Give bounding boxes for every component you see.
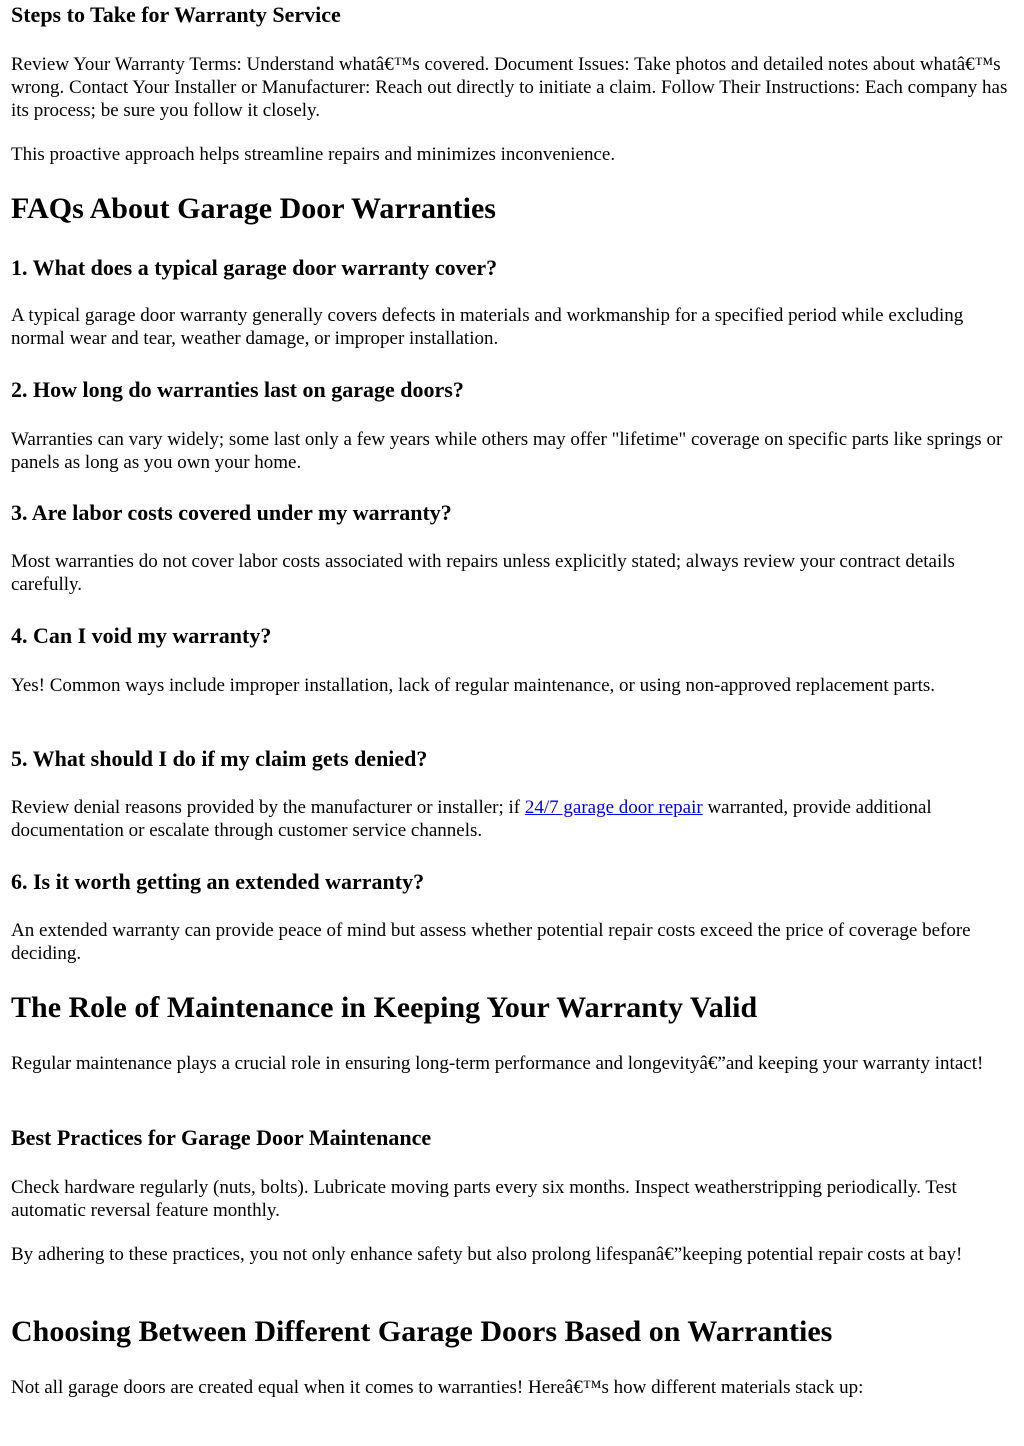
maintenance-subheading: Best Practices for Garage Door Maintenance xyxy=(11,1125,432,1150)
faq-question-2: 2. How long do warranties last on garage doors? xyxy=(11,377,464,402)
faq-answer-3: Most warranties do not cover labor costs associated with repairs unless explicitly stated; always review your contract details carefully. xyxy=(11,551,955,595)
faq-question-5: 5. What should I do if my claim gets denied? xyxy=(11,746,428,771)
steps-heading: Steps to Take for Warranty Service xyxy=(11,2,341,27)
faq-question-6: 6. Is it worth getting an extended warranty? xyxy=(11,869,425,894)
maintenance-intro: Regular maintenance plays a crucial role in ensuring long-term performance and longevityâ€”and keeping your warranty intact! xyxy=(11,1053,984,1074)
faq-question-4: 4. Can I void my warranty? xyxy=(11,623,272,648)
maintenance-paragraph-2: By adhering to these practices, you not only enhance safety but also prolong lifespanâ€”keeping potential repair costs at bay! xyxy=(11,1244,963,1265)
faq-answer-5 xyxy=(11,796,1013,842)
faq-question-1: 1. What does a typical garage door warranty cover? xyxy=(11,255,498,280)
faqs-heading: FAQs About Garage Door Warranties xyxy=(11,192,496,225)
choosing-paragraph: Not all garage doors are created equal when it comes to warranties! Hereâ€™s how different materials stack up: xyxy=(11,1377,864,1398)
faq-answer-5-text-before: Review denial reasons provided by the manufacturer or installer; if xyxy=(11,797,525,818)
faq-answer-1: A typical garage door warranty generally covers defects in materials and workmanship for a specified period while excluding normal wear and tear, weather damage, or improper installation. xyxy=(11,305,964,349)
faq-answer-6: An extended warranty can provide peace of mind but assess whether potential repair costs exceed the price of coverage before deciding. xyxy=(11,920,971,964)
faq-answer-4: Yes! Common ways include improper installation, lack of regular maintenance, or using non-approved replacement parts. xyxy=(11,675,936,696)
steps-paragraph-1: Review Your Warranty Terms: Understand whatâ€™s covered. Document Issues: Take photos and detailed notes about whatâ€™s wrong. Contact Your Installer or Manufacturer: Reach out directly to initiate a claim. Follow Their Instructions: Each company has its process; be sure you follow it closely. xyxy=(11,54,1008,121)
choosing-heading: Choosing Between Different Garage Doors Based on Warranties xyxy=(11,1315,833,1348)
maintenance-paragraph-1: Check hardware regularly (nuts, bolts). Lubricate moving parts every six months. Inspect weatherstripping periodically. Test automatic reversal feature monthly. xyxy=(11,1177,957,1221)
faq-answer-2: Warranties can vary widely; some last only a few years while others may offer "lifetime" coverage on specific parts like springs or panels as long as you own your home. xyxy=(11,429,1003,473)
faq-question-3: 3. Are labor costs covered under my warranty? xyxy=(11,500,452,525)
faq-answer-5-text-after: warranted, provide additional documentation or escalate through customer service channels. xyxy=(11,797,932,841)
maintenance-heading: The Role of Maintenance in Keeping Your Warranty Valid xyxy=(11,991,758,1024)
garage-door-repair-link[interactable]: 24/7 garage door repair xyxy=(524,797,703,818)
steps-paragraph-2: This proactive approach helps streamline repairs and minimizes inconvenience. xyxy=(11,144,616,165)
